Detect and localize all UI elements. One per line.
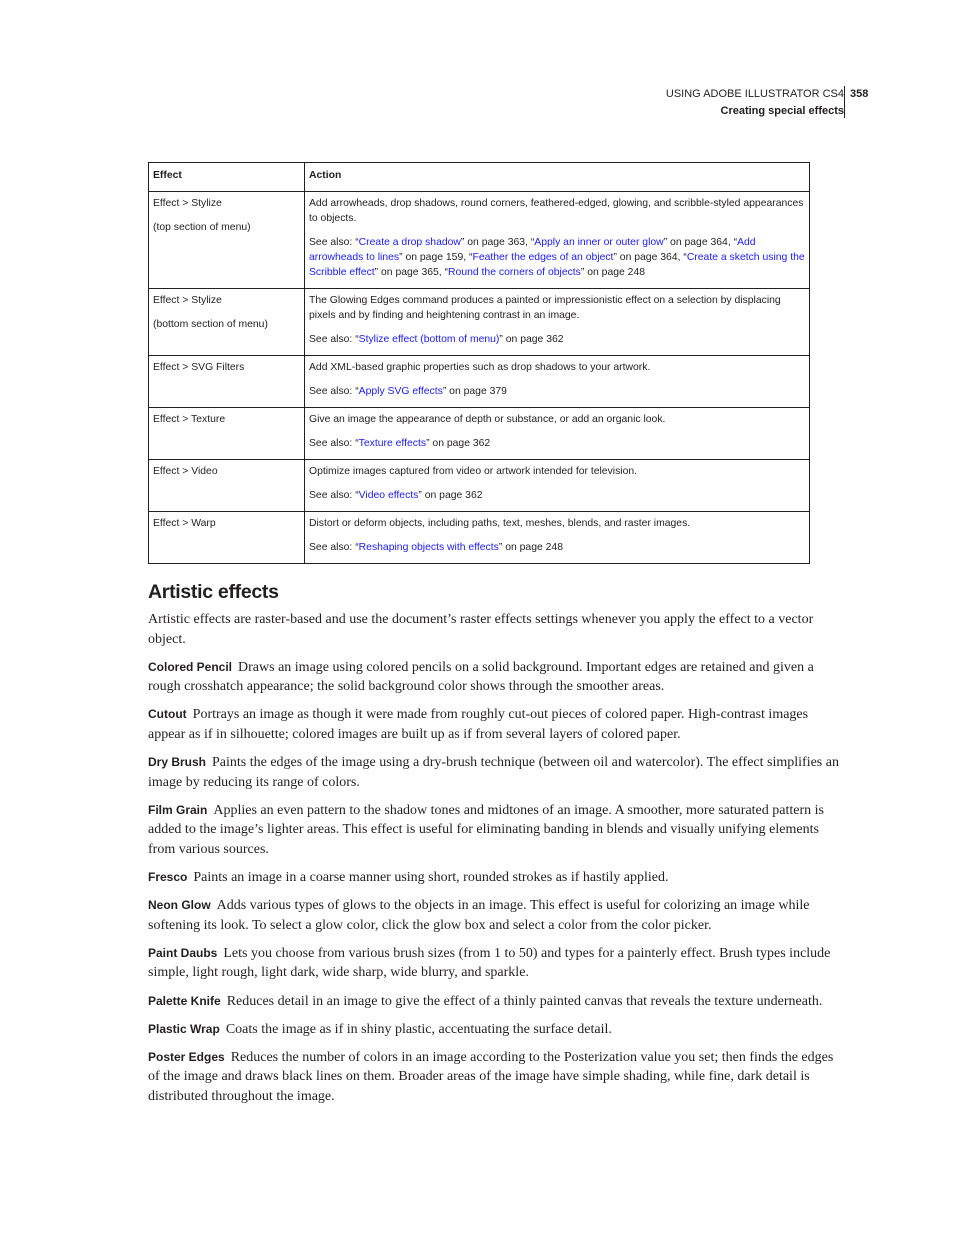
effect-cell <box>149 408 305 460</box>
cross-reference-link[interactable]: Add arrowheads to lines <box>309 237 756 263</box>
cross-reference-link[interactable]: Round the corners of objects <box>448 267 581 278</box>
effect-term: Film Grain <box>148 802 208 817</box>
effect-definition <box>148 868 840 888</box>
effect-cell <box>149 512 305 564</box>
effect-menu-path: Effect > Warp <box>153 518 216 529</box>
effect-definition <box>148 658 840 697</box>
see-also <box>309 384 805 399</box>
table-row <box>149 460 810 512</box>
effect-term: Paint Daubs <box>148 945 218 960</box>
artistic-effects-section <box>148 580 840 1115</box>
see-also-text: ” on page 365, “ <box>374 267 449 278</box>
effect-menu-path: Effect > Video <box>153 466 218 477</box>
section-title: Creating special effects <box>720 105 844 117</box>
cross-reference-link[interactable]: Apply SVG effects <box>358 386 443 397</box>
effect-term: Palette Knife <box>148 993 221 1008</box>
table-header-row <box>149 163 810 192</box>
effect-description: Reduces the number of colors in an image according to the Posterization value you set; then finds the edges of the image and draws black lines on them. Broader areas of the image have simple shading, while fine, dark detail is distributed throughout the image. <box>148 1049 834 1104</box>
effect-term: Cutout <box>148 707 187 722</box>
see-also-text: ” on page 248 <box>498 542 563 553</box>
action-cell <box>305 460 810 512</box>
see-also-text: See also: “ <box>309 438 359 449</box>
effect-definition <box>148 944 840 983</box>
effect-description: Reduces detail in an image to give the effect of a thinly painted canvas that reveals the texture underneath. <box>226 993 823 1009</box>
action-description: Distort or deform objects, including paths, text, meshes, blends, and raster images. <box>309 518 691 529</box>
effect-term: Neon Glow <box>148 898 211 913</box>
effect-definition <box>148 705 840 744</box>
effect-cell <box>149 460 305 512</box>
table-body <box>149 192 810 564</box>
section-heading: Artistic effects <box>148 581 279 603</box>
action-cell <box>305 408 810 460</box>
see-also-text: ” on page 362 <box>418 490 483 501</box>
page-number: 358 <box>850 88 869 100</box>
see-also-text: See also: “ <box>309 490 359 501</box>
effect-term: Poster Edges <box>148 1049 225 1064</box>
action-cell <box>305 512 810 564</box>
effect-note: (top section of menu) <box>153 222 251 233</box>
see-also-text: See also: “ <box>309 334 359 345</box>
effect-description: Coats the image as if in shiny plastic, accentuating the surface detail. <box>225 1021 612 1037</box>
effect-menu-path: Effect > SVG Filters <box>153 362 245 373</box>
cross-reference-link[interactable]: Reshaping objects with effects <box>358 542 499 553</box>
table-row <box>149 289 810 356</box>
see-also <box>309 332 805 347</box>
column-header-action: Action <box>305 163 810 192</box>
see-also <box>309 488 805 503</box>
effects-table <box>148 162 810 564</box>
running-header <box>444 86 844 120</box>
effect-term: Dry Brush <box>148 755 207 770</box>
see-also-text: ” on page 364, “ <box>613 252 687 263</box>
effect-menu-path: Effect > Stylize <box>153 198 222 209</box>
see-also-text: ” on page 363, “ <box>460 237 535 248</box>
see-also-text: ” on page 364, “ <box>663 237 738 248</box>
effect-description: Paints the edges of the image using a dry-brush technique (between oil and watercolor). The effect simplifies an image by reducing its range of colors. <box>148 755 839 790</box>
effect-definition <box>148 1048 840 1107</box>
header-divider <box>844 86 845 118</box>
action-cell <box>305 192 810 289</box>
effect-definitions <box>148 658 840 1107</box>
effect-cell <box>149 192 305 289</box>
action-description: The Glowing Edges command produces a painted or impressionistic effect on a selection by displacing pixels and by finding and heightening contrast in an image. <box>309 295 781 321</box>
table-row <box>149 408 810 460</box>
table-row <box>149 192 810 289</box>
cross-reference-link[interactable]: Video effects <box>358 490 419 501</box>
see-also <box>309 540 805 555</box>
see-also-text: ” on page 248 <box>580 267 646 278</box>
effect-description: Portrays an image as though it were made from roughly cut-out pieces of colored paper. High-contrast images appear as if in silhouette; colored images are built up as if from several layers of colored paper. <box>148 707 809 742</box>
effect-description: Adds various types of glows to the objects in an image. This effect is useful for colorizing an image while softening its look. To select a glow color, click the glow box and select a color from the color picker. <box>148 898 810 933</box>
table-row <box>149 356 810 408</box>
cross-reference-link[interactable]: Apply an inner or outer glow <box>534 237 664 248</box>
effect-definition <box>148 992 840 1012</box>
see-also-text: See also: “ <box>309 237 359 248</box>
effect-description: Draws an image using colored pencils on a solid background. Important edges are retained and given a rough crosshatch appearance; the solid background color shows through the smoother areas. <box>148 659 814 695</box>
effect-menu-path: Effect > Stylize <box>153 295 222 306</box>
cross-reference-link[interactable]: Create a sketch using the Scribble effect <box>309 252 805 278</box>
effect-description: Applies an even pattern to the shadow tones and midtones of an image. A smoother, more saturated pattern is added to the image’s lighter areas. This effect is useful for eliminating banding in blends and visually unifying elements from various sources. <box>148 802 824 857</box>
action-description: Give an image the appearance of depth or substance, or add an organic look. <box>309 414 666 425</box>
effect-term: Fresco <box>148 870 188 885</box>
effect-term: Colored Pencil <box>148 659 233 674</box>
effect-menu-path: Effect > Texture <box>153 414 226 425</box>
intro-paragraph: Artistic effects are raster-based and use the document’s raster effects settings whenever you apply the effect to a vector object. <box>148 612 814 647</box>
doc-title: USING ADOBE ILLUSTRATOR CS4 <box>665 88 844 100</box>
effect-note: (bottom section of menu) <box>153 319 268 330</box>
see-also <box>309 235 805 280</box>
effect-description: Lets you choose from various brush sizes (from 1 to 50) and types for a painterly effect. Brush types include simple, light rough, light dark, wide sharp, wide blurry, and sparkle. <box>148 945 831 981</box>
action-description: Optimize images captured from video or artwork intended for television. <box>309 466 638 477</box>
see-also-text: ” on page 159, “ <box>399 252 473 263</box>
effect-term: Plastic Wrap <box>148 1021 220 1036</box>
effect-definition <box>148 801 840 860</box>
effect-definition <box>148 896 840 935</box>
see-also-text: ” on page 379 <box>442 386 507 397</box>
see-also <box>309 436 805 451</box>
effect-definition <box>148 1020 840 1040</box>
action-cell <box>305 289 810 356</box>
cross-reference-link[interactable]: Create a drop shadow <box>358 237 461 248</box>
cross-reference-link[interactable]: Stylize effect (bottom of menu) <box>358 334 500 345</box>
see-also-text: ” on page 362 <box>426 438 491 449</box>
cross-reference-link[interactable]: Texture effects <box>358 438 427 449</box>
see-also-text: See also: “ <box>309 542 359 553</box>
effect-description: Paints an image in a coarse manner using short, rounded strokes as if hastily applied. <box>193 870 669 886</box>
table-row <box>149 512 810 564</box>
effect-cell <box>149 356 305 408</box>
action-description: Add arrowheads, drop shadows, round corners, feathered-edged, glowing, and scribble-styled appearances to objects. <box>309 198 804 224</box>
column-header-effect: Effect <box>149 163 305 192</box>
action-description: Add XML-based graphic properties such as drop shadows to your artwork. <box>309 362 651 373</box>
see-also-text: See also: “ <box>309 386 359 397</box>
cross-reference-link[interactable]: Feather the edges of an object <box>472 252 614 263</box>
see-also-text: ” on page 362 <box>499 334 564 345</box>
action-cell <box>305 356 810 408</box>
effect-cell <box>149 289 305 356</box>
effect-definition <box>148 753 840 792</box>
